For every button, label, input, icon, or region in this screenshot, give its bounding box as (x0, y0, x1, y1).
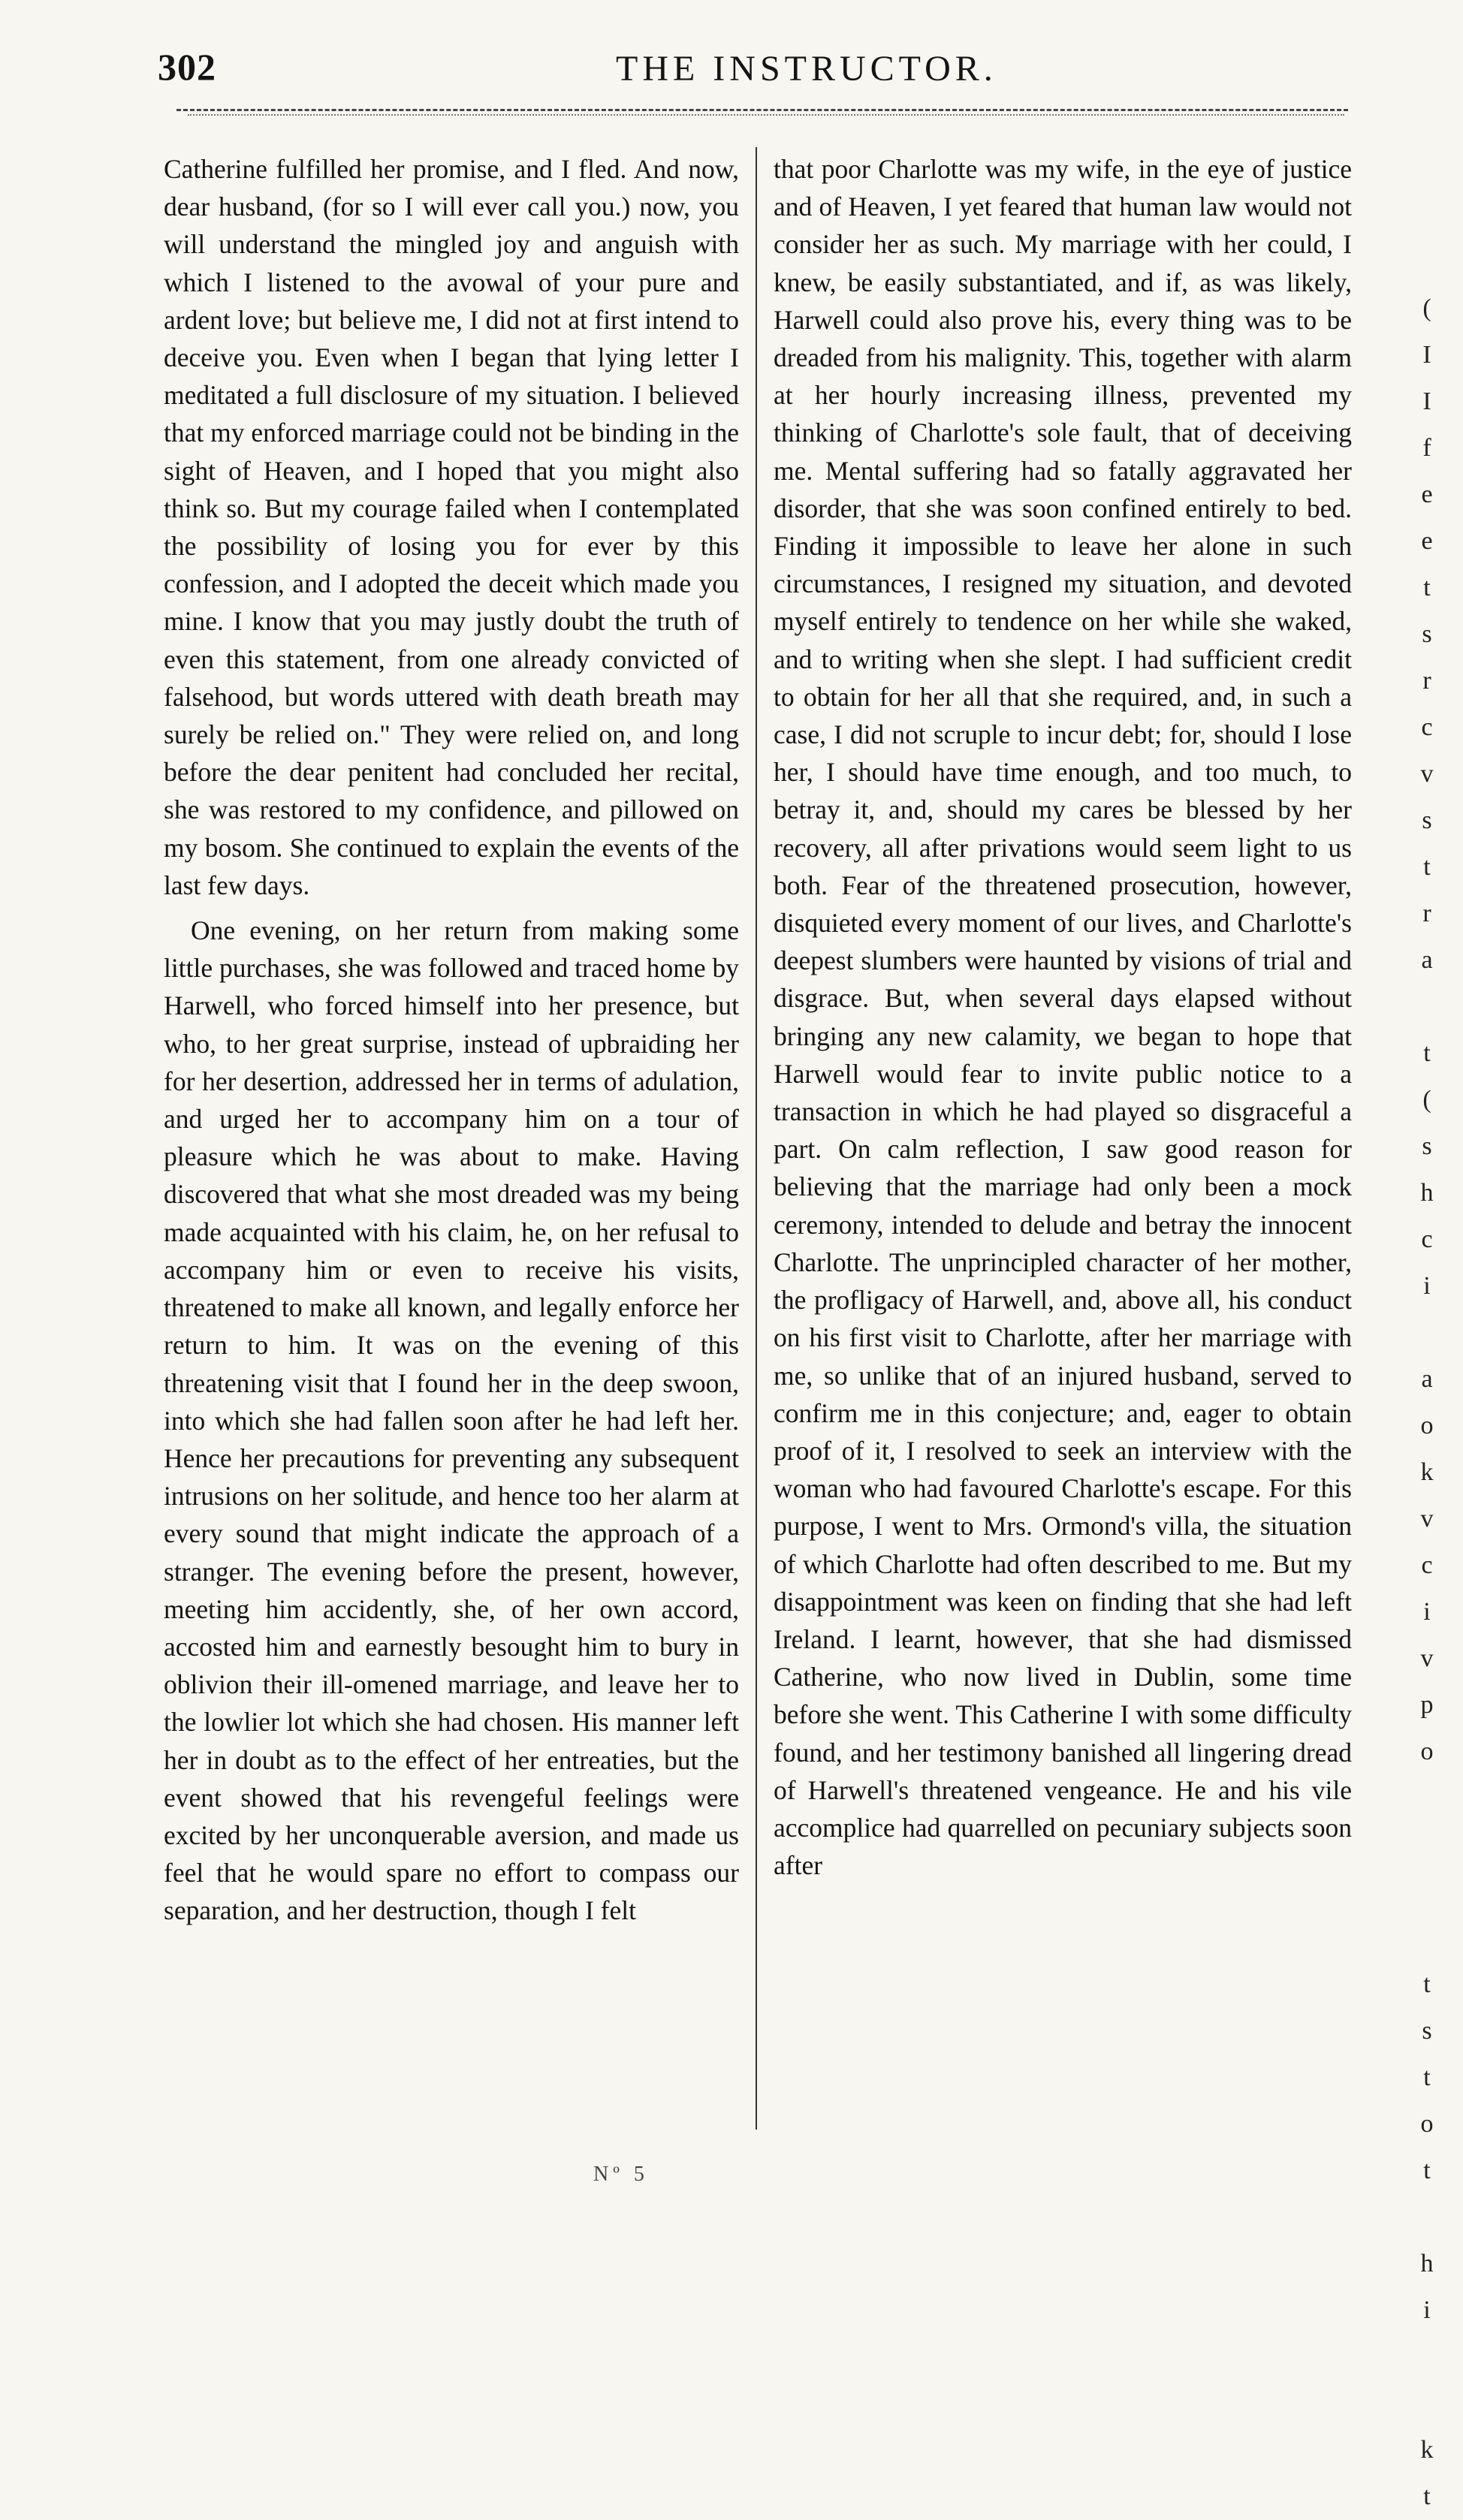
margin-fragment: I (1422, 341, 1431, 369)
margin-fragment: e (1421, 481, 1433, 508)
margin-fragment: i (1423, 2296, 1431, 2324)
page-footer (0, 2163, 1463, 2200)
margin-fragment: h (1420, 1179, 1434, 1207)
margin-fragment: k (1420, 1458, 1434, 1486)
margin-fragment: r (1422, 900, 1431, 927)
margin-fragment: i (1423, 1598, 1431, 1626)
margin-fragment: a (1421, 1365, 1433, 1393)
margin-fragment (1404, 1310, 1449, 1356)
margin-fragment: r (1422, 667, 1431, 695)
margin-fragment: o (1420, 2110, 1434, 2138)
margin-fragment: t (1423, 1039, 1431, 1067)
margin-fragment: t (1423, 2063, 1431, 2091)
signature-mark: Nº 5 (593, 2163, 649, 2186)
margin-fragment: t (1423, 2157, 1431, 2184)
margin-fragment: h (1420, 2250, 1434, 2277)
margin-fragment (1404, 1915, 1449, 1961)
margin-fragment (1404, 1775, 1449, 1822)
running-title: THE INSTRUCTOR. (616, 49, 997, 89)
margin-fragment: o (1420, 1738, 1434, 1765)
margin-fragment: c (1421, 1225, 1433, 1253)
margin-fragment: ( (1422, 1086, 1431, 1114)
paragraph: that poor Charlotte was my wife, in the eye of justice and of Heaven, I yet feared that human law would not consider her as such. My marriage with her could, I knew, be easily substantiated, and if, as was likely, Harwell could also prove his, every thing was to be dreaded from his malignity. This, together with alarm at her hourly increasing illness, prevented my thinking of Charlotte's sole fault, that of deceiving me. Mental suffering had so fatally aggravated her disorder, that she was soon confined entirely to bed. Finding it impossible to leave her alone in such circumstances, I resigned my situation, and devoted myself entirely to tendence on her while she waked, and to writing when she slept. I had sufficient credit to obtain for her all that she required, and, in such a case, I did not scruple to incur debt; for, should I lose her, I should have time enough, and too much, to betray it, and, should my cares be blessed by her recovery, all after privations would seem light to us both. Fear of the threatened prosecution, however, disquieted every moment of our lives, and Charlotte's deepest slumbers were haunted by visions of trial and disgrace. But, when several days elapsed without bringing any new calamity, we began to hope that Harwell would fear to invite public notice to a transaction in which he had played so disgraceful a part. On calm reflection, I saw good reason for believing that the marriage had only been a mock ceremony, intended to delude and betray the innocent Charlotte. The unprincipled character of her mother, the profligacy of Harwell, and, above all, his conduct on his first visit to Charlotte, after her marriage with me, so unlike that of an injured husband, served to confirm me in this conjecture; and, eager to obtain proof of it, I resolved to seek an interview with the woman who had favoured Charlotte's escape. For this purpose, I went to Mrs. Ormond's villa, the situation of which Charlotte had often described to me. But my disappointment was keen on finding that she had left Ireland. I learnt, however, that she had dismissed Catherine, who now lived in Dublin, some time before she went. This Catherine I with some difficulty found, and her testimony banished all lingering dread of Harwell's threatened vengeance. He and his vile accomplice had quarrelled on pecuniary subjects soon after (774, 154, 1352, 1881)
column-divider (756, 147, 757, 2130)
margin-fragment: o (1420, 1412, 1434, 1439)
right-column (774, 150, 1352, 2133)
margin-fragment: p (1420, 1691, 1434, 1719)
margin-fragment: i (1423, 1272, 1431, 1300)
paragraph: One evening, on her return from making some little purchases, she was followed and traced home by Harwell, who forced himself into her presence, but who, to her great surprise, instead of upbraiding her for her desertion, addressed her in terms of adulation, and urged her to accompany him on a tour of pleasure which he was about to make. Having discovered that what she most dreaded was my being made acquainted with his claim, he, on her refusal to accompany him or even to receive his visits, threatened to make all known, and legally enforce her return to him. It was on the evening of this threatening visit that I found her in the deep swoon, into which she had fallen soon after he had left her. Hence her precautions for preventing any subsequent intrusions on her solitude, and hence too her alarm at every sound that might indicate the approach of a stranger. The evening before the present, however, meeting him accidently, she, of her own accord, accosted him and earnestly besought him to bury in oblivion their ill-omened marriage, and leave her to the lowlier lot which she had chosen. His manner left her in doubt as to the effect of her entreaties, but the event showed that his revengeful feelings were excited by her unconquerable aversion, and made us feel that he would spare no effort to compass our separation, and her destruction, though I felt (164, 915, 739, 1926)
margin-fragment: v (1420, 760, 1434, 788)
margin-fragment: e (1421, 527, 1433, 555)
margin-fragment: ( (1422, 294, 1431, 322)
header-rule-secondary (188, 114, 1344, 116)
margin-fragment: I (1422, 387, 1431, 415)
margin-fragment: c (1421, 1551, 1433, 1579)
margin-fragment (1404, 1868, 1449, 1915)
margin-fragment: k (1420, 2436, 1434, 2464)
left-column (164, 150, 739, 2133)
margin-fragment (1404, 2194, 1449, 2241)
margin-fragment: t (1423, 2482, 1431, 2510)
page-number: 302 (158, 46, 216, 88)
margin-fragment: t (1423, 853, 1431, 881)
margin-fragment (1404, 2334, 1449, 2380)
margin-fragment: s (1422, 1132, 1432, 1160)
margin-fragment: t (1423, 1970, 1431, 1998)
margin-fragment: c (1421, 713, 1433, 741)
header-rule (176, 109, 1348, 111)
margin-fragment: v (1420, 1505, 1434, 1533)
margin-fragment (1404, 1822, 1449, 1868)
margin-fragment: a (1421, 946, 1433, 974)
margin-fragment: v (1420, 1644, 1434, 1672)
margin-fragment (1404, 984, 1449, 1030)
margin-fragment: s (1422, 806, 1432, 834)
paragraph: Catherine fulfilled her promise, and I fled. And now, dear husband, (for so I will ever call you.) now, you will understand the mingled joy and anguish with which I listened to the avowal of your pure and ardent love; but believe me, I did not at first intend to deceive you. Even when I began that lying letter I meditated a full disclosure of my situation. I believed that my enforced marriage could not be binding in the sight of Heaven, and I hoped that you might also think so. But my courage failed when I contemplated the possibility of losing you for ever by this confession, and I adopted the deceit which made you mine. I know that you may justly doubt the truth of even this statement, from one already convicted of falsehood, but words uttered with death breath may surely be relied on." They were relied on, and long before the dear penitent had concluded her recital, she was restored to my confidence, and pillowed on my bosom. She continued to explain the events of the last few days. (164, 154, 739, 900)
margin-fragment: t (1423, 574, 1431, 601)
margin-fragment (1404, 2380, 1449, 2427)
margin-fragment: s (1422, 2017, 1432, 2045)
adjacent-page-fragments (1404, 285, 1449, 2510)
margin-fragment: s (1422, 620, 1432, 648)
margin-fragment: f (1422, 434, 1431, 462)
page-header (0, 45, 1463, 98)
